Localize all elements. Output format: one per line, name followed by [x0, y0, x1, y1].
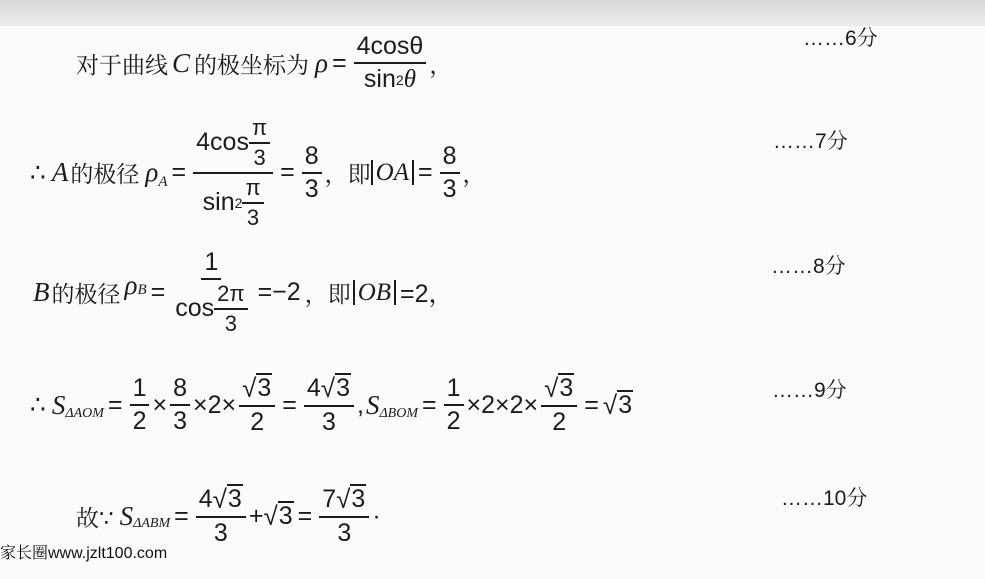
fraction	[319, 484, 369, 548]
fraction	[196, 484, 246, 548]
text: 的极坐标为	[194, 52, 310, 79]
sqrt	[213, 484, 243, 515]
sqrt	[336, 484, 366, 515]
numerator	[319, 484, 369, 518]
equals: =	[171, 158, 187, 186]
numerator	[239, 373, 275, 407]
equals: =	[418, 158, 433, 186]
text: 4	[198, 485, 213, 513]
fraction	[354, 32, 427, 94]
symbol-b: B	[33, 276, 50, 307]
subscript: ΔBOM	[379, 406, 418, 421]
therefore: ∴	[30, 158, 46, 187]
radical: √	[336, 484, 351, 514]
denominator: 3	[173, 407, 187, 435]
text: =2，	[400, 280, 454, 308]
numerator: 8	[302, 142, 322, 174]
text: ，	[462, 162, 486, 188]
equation-line-1	[76, 30, 452, 96]
fraction	[214, 281, 247, 337]
text: 故∵	[76, 505, 114, 532]
denominator: 3	[337, 519, 352, 547]
numerator	[304, 373, 354, 407]
denominator	[172, 280, 250, 337]
numerator: 1	[444, 374, 464, 406]
equals: =	[421, 390, 437, 419]
equation-line-3	[33, 242, 454, 342]
denominator: 3	[321, 408, 336, 436]
fraction	[170, 374, 190, 436]
symbol-a: A	[51, 157, 69, 187]
denominator: 2	[132, 407, 147, 435]
fraction	[193, 115, 273, 231]
text: sin	[363, 65, 396, 93]
equals: =	[331, 48, 347, 77]
numerator: 1	[201, 248, 221, 280]
score-9: ……9分	[772, 379, 847, 402]
radical: √	[263, 500, 278, 531]
text: 对于曲线	[76, 52, 168, 79]
equals: =	[150, 277, 166, 306]
text: 的极径	[51, 281, 121, 308]
denominator: 3	[253, 144, 266, 170]
text: 4cos	[196, 128, 249, 156]
score-10: ……10分	[781, 487, 868, 510]
numerator	[193, 115, 273, 174]
denominator: 2	[250, 408, 265, 436]
radical: √	[242, 373, 257, 403]
numerator: 8	[170, 374, 190, 406]
fraction	[440, 142, 460, 204]
text: 4	[306, 374, 321, 402]
equals: =	[174, 501, 189, 530]
symbol-s: S	[365, 389, 380, 420]
text: ，	[429, 52, 453, 79]
fraction	[541, 373, 577, 437]
symbol-rho: ρ	[315, 47, 328, 78]
radicand: 3	[618, 390, 633, 419]
text: ·	[372, 501, 381, 530]
denominator: 3	[304, 174, 319, 203]
score-8: ……8分	[771, 255, 846, 278]
equals: =	[107, 390, 123, 419]
text: 的极径	[70, 162, 140, 188]
abs-ob: OB	[353, 280, 396, 305]
denominator	[200, 174, 267, 231]
equals: =	[297, 501, 313, 530]
fraction	[304, 373, 354, 437]
equals: =	[280, 158, 295, 186]
fraction	[242, 175, 263, 231]
sqrt	[263, 501, 293, 532]
times: ×	[152, 390, 168, 419]
numerator	[541, 373, 577, 407]
fraction	[444, 374, 464, 436]
denominator: 3	[213, 519, 228, 547]
plus: +	[248, 501, 264, 530]
equals: =	[584, 390, 599, 419]
times: ×2×2×	[466, 390, 539, 419]
therefore: ∴	[30, 391, 46, 419]
sqrt	[321, 373, 351, 404]
subscript: B	[137, 281, 147, 298]
symbol-s: S	[119, 500, 134, 531]
fraction	[249, 115, 270, 171]
sup: 2	[234, 194, 243, 211]
sqrt	[544, 373, 574, 404]
numerator: 2π	[214, 281, 247, 310]
denominator: 3	[246, 204, 260, 230]
sqrt	[603, 390, 633, 421]
equation-line-2	[30, 110, 486, 235]
text: ，即	[304, 281, 351, 308]
denominator: 3	[442, 174, 457, 203]
equals: =	[282, 390, 297, 419]
radicand: 3	[351, 485, 366, 513]
sup: 2	[395, 71, 404, 88]
sqrt	[242, 373, 272, 404]
radicand: 3	[227, 485, 242, 513]
symbol-c: C	[172, 47, 191, 78]
denominator: 2	[446, 407, 461, 435]
numerator	[196, 484, 246, 518]
denominator: 3	[224, 310, 237, 336]
radical: √	[212, 484, 227, 514]
text: ，即	[324, 162, 371, 188]
symbol-theta: θ	[403, 65, 416, 93]
radical: √	[320, 373, 336, 403]
radicand: 3	[559, 374, 574, 402]
radicand: 3	[278, 501, 293, 530]
abs-oa: OA	[371, 160, 414, 185]
fraction	[130, 374, 150, 436]
symbol-rho: ρ	[124, 269, 138, 300]
radical: √	[602, 389, 618, 420]
fraction	[239, 373, 275, 437]
symbol-s: S	[51, 389, 66, 420]
subscript: ΔABM	[133, 516, 171, 531]
fraction	[302, 142, 322, 204]
symbol-rho: ρ	[145, 157, 159, 187]
radicand: 3	[336, 374, 350, 402]
equation-line-4	[30, 362, 633, 448]
equals: =−2	[257, 277, 301, 306]
watermark: 家长圈www.jzlt100.com	[0, 545, 168, 562]
numerator: 1	[130, 374, 150, 406]
subscript: A	[158, 174, 168, 190]
comma: ,	[356, 390, 364, 419]
numerator: 8	[440, 142, 460, 174]
text: 7	[322, 485, 337, 513]
numerator: π	[242, 175, 263, 204]
fraction	[172, 248, 250, 337]
subscript: ΔAOM	[65, 406, 104, 421]
score-6: ……6分	[803, 27, 878, 50]
radical: √	[544, 373, 559, 403]
denominator	[361, 64, 419, 94]
times: ×2×	[192, 390, 237, 419]
text: cos	[175, 294, 215, 322]
radicand: 3	[257, 374, 272, 402]
numerator: 4cosθ	[354, 32, 427, 64]
score-7: ……7分	[773, 130, 848, 153]
denominator: 2	[552, 408, 567, 436]
numerator: π	[249, 115, 270, 144]
text: sin	[202, 188, 235, 216]
